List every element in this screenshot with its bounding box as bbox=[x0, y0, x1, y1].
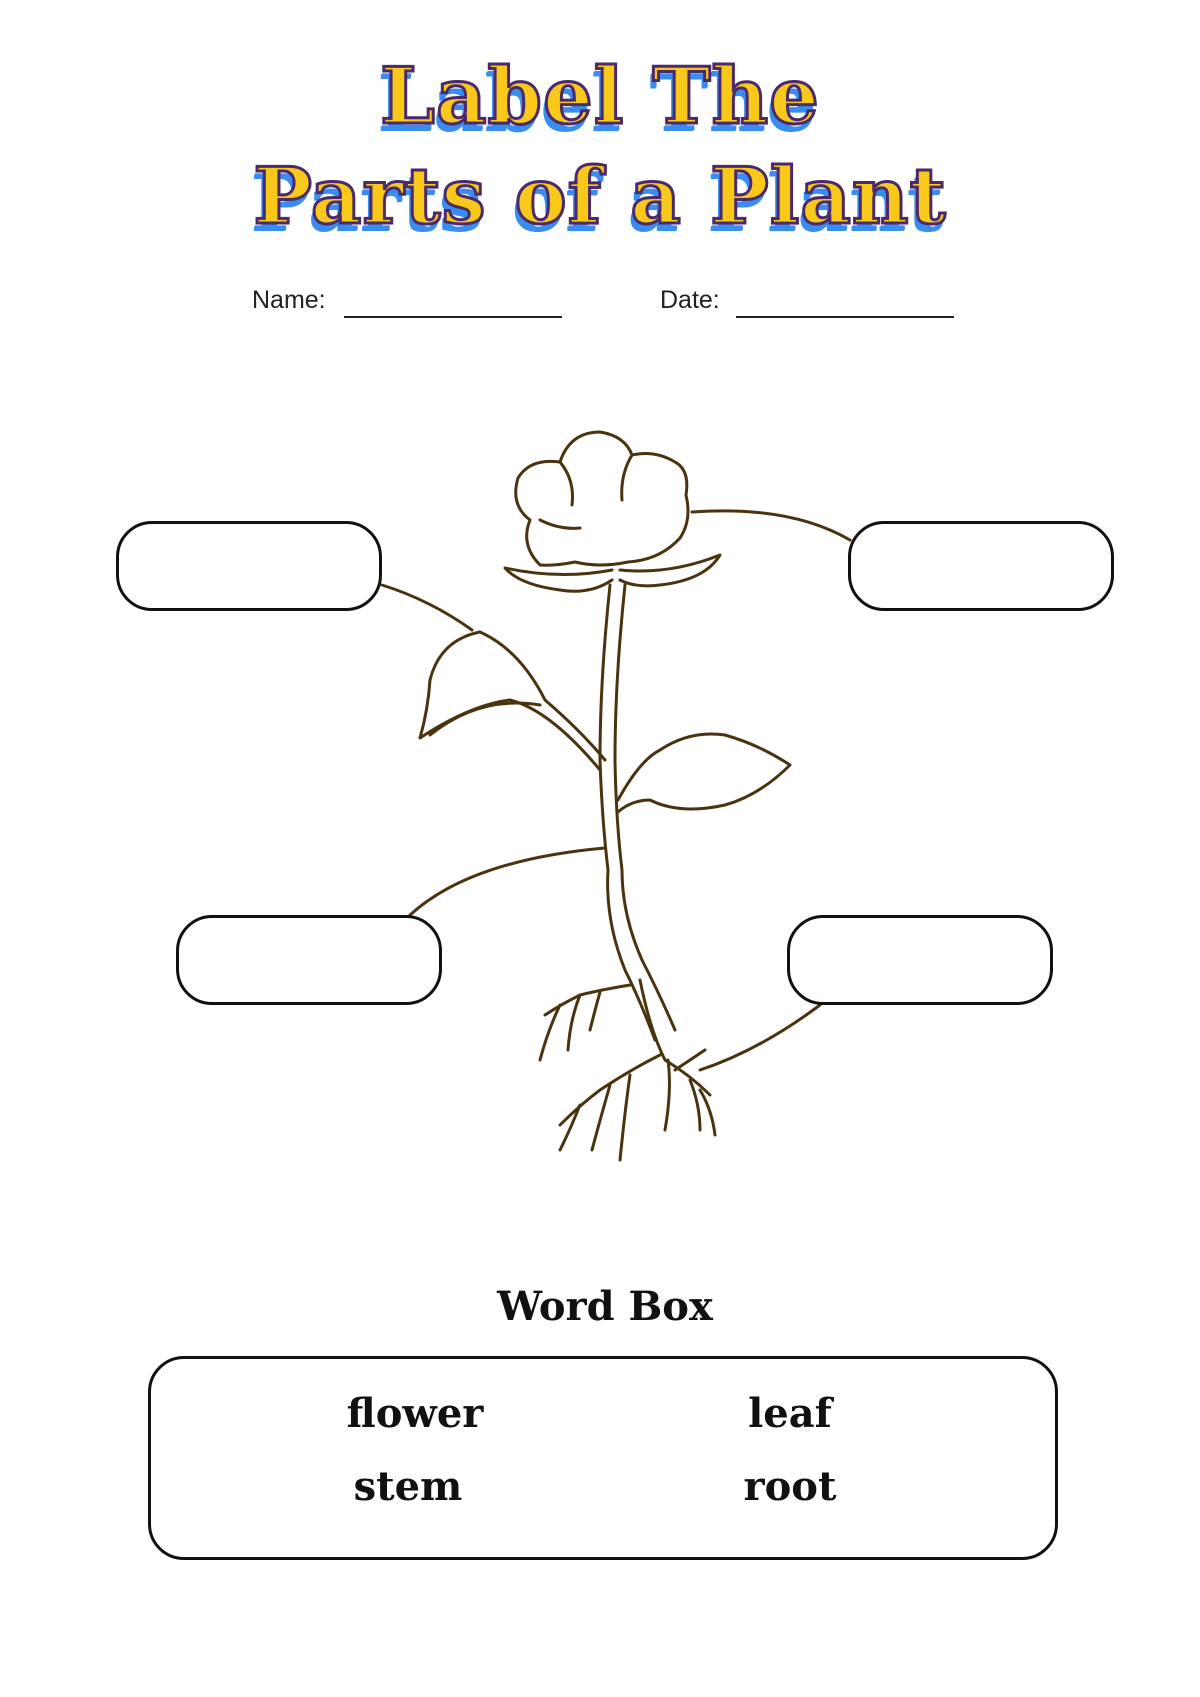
root-left-twig-1 bbox=[568, 995, 580, 1050]
word-stem: stem bbox=[353, 1463, 463, 1510]
root-right-twig-3 bbox=[675, 1050, 705, 1070]
flower-outline bbox=[516, 432, 688, 565]
root-right-twig-2 bbox=[700, 1090, 715, 1135]
root-lower-right bbox=[665, 1060, 669, 1130]
root-lower-twig-3 bbox=[560, 1105, 580, 1150]
flower-inner-petal bbox=[540, 455, 632, 528]
sepal-right bbox=[620, 555, 720, 586]
word-leaf: leaf bbox=[748, 1390, 832, 1437]
word-root: root bbox=[743, 1463, 837, 1510]
word-box-title: Word Box bbox=[497, 1283, 713, 1330]
connector-flower-line bbox=[692, 511, 850, 540]
word-box bbox=[148, 1356, 1058, 1560]
title-line-2: Parts of a Plant bbox=[253, 151, 947, 242]
name-label: Name: bbox=[252, 286, 326, 314]
root-right-twig-1 bbox=[690, 1080, 700, 1130]
root-main bbox=[640, 980, 710, 1095]
title-line-1: Label The bbox=[380, 51, 820, 142]
left-leaf bbox=[420, 632, 605, 770]
date-label: Date: bbox=[660, 286, 720, 314]
connector-stem-line bbox=[410, 848, 605, 915]
label-box-leaf[interactable] bbox=[116, 521, 382, 611]
connector-root-line bbox=[700, 1005, 820, 1070]
root-lower-twig-2 bbox=[620, 1075, 630, 1160]
label-box-root[interactable] bbox=[787, 915, 1053, 1005]
right-leaf bbox=[618, 734, 790, 812]
sepal-left bbox=[505, 568, 612, 591]
word-flower: flower bbox=[346, 1390, 484, 1437]
connector-leaf-line bbox=[382, 585, 472, 630]
label-box-flower[interactable] bbox=[848, 521, 1114, 611]
root-left-twig-3 bbox=[590, 992, 600, 1030]
label-box-stem[interactable] bbox=[176, 915, 442, 1005]
left-leaf-vein bbox=[430, 703, 540, 735]
